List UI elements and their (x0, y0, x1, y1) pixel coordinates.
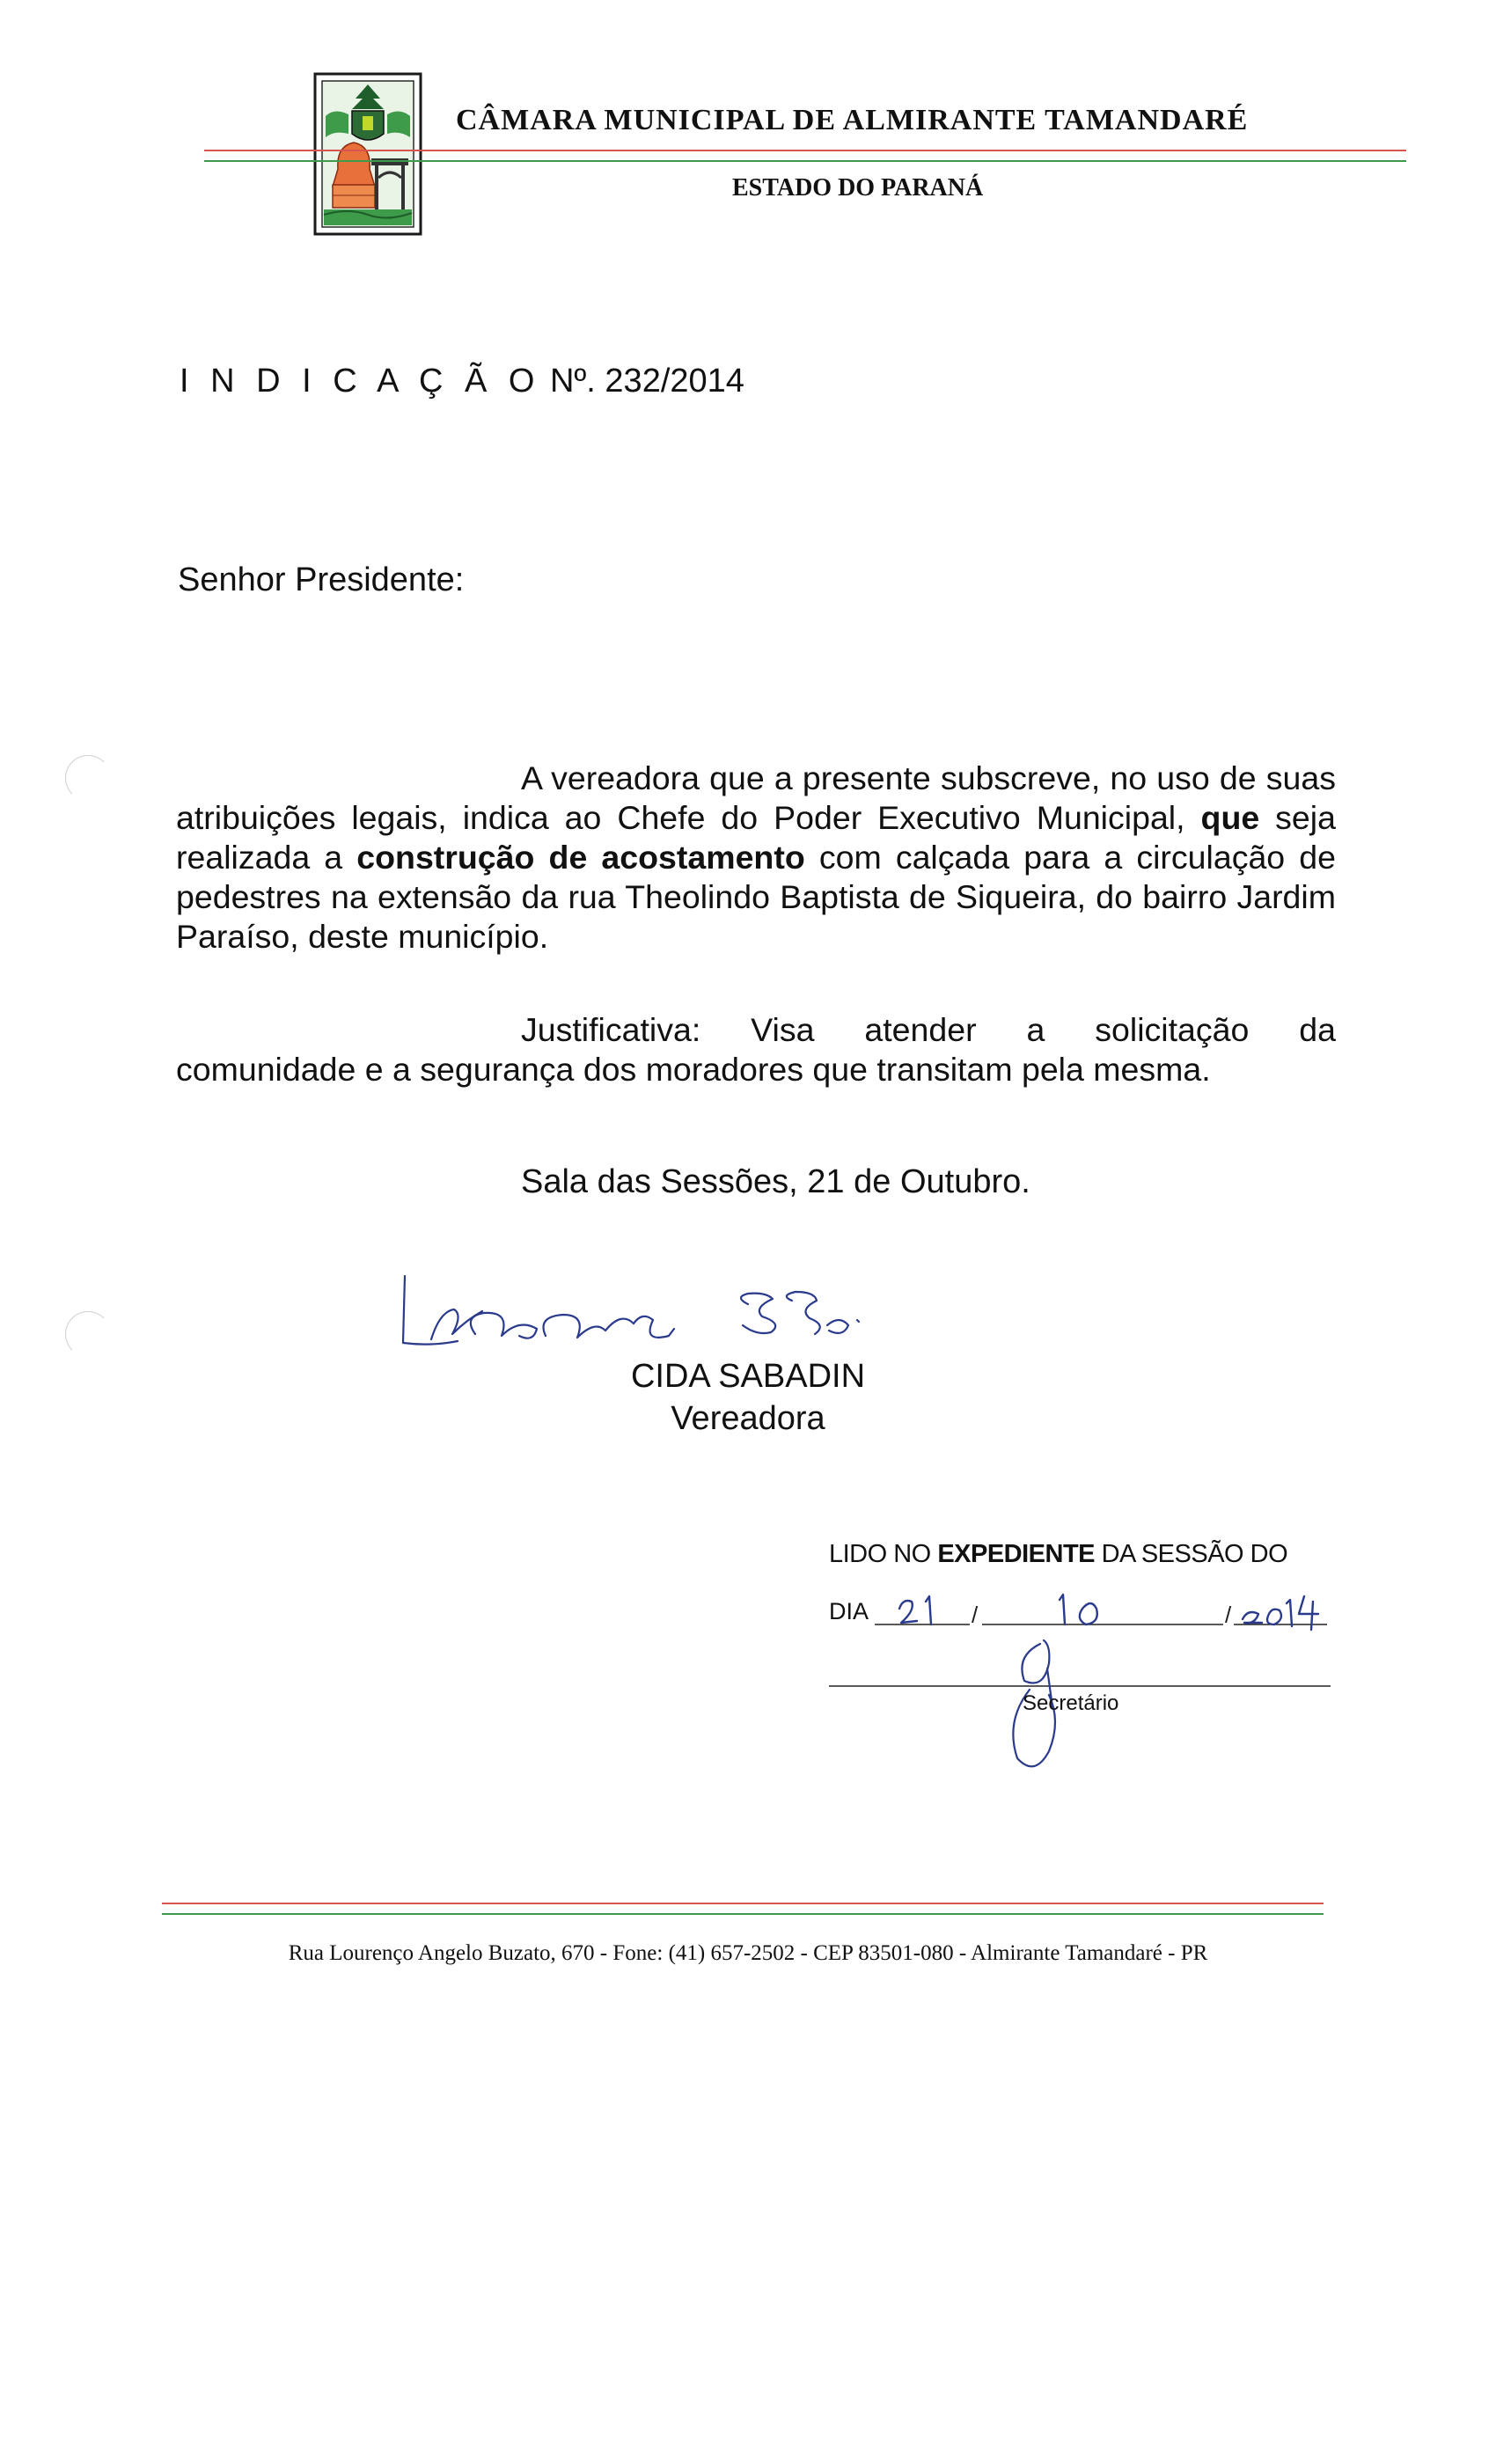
body-bold-1: que (1200, 799, 1260, 836)
stamp-title: LIDO NO EXPEDIENTE DA SESSÃO DO (829, 1540, 1288, 1568)
body-paragraph (176, 759, 1336, 957)
stamp-day-prefix: DIA (829, 1598, 869, 1624)
stamp-date-line (829, 1584, 1331, 1637)
body-text-2: seja realizada a (176, 799, 1336, 876)
footer-divider-green (162, 1913, 1324, 1915)
justification-word: atender (864, 1011, 977, 1048)
body-text-1: A vereadora que a presente subscreve, no uso de suas atribuições legais, indica ao Chefe do Poder Executivo Municipal, (176, 759, 1336, 836)
justification-line-2: comunidade e a segurança dos moradores que transitam pela mesma. (176, 1051, 1211, 1088)
document-number (180, 363, 744, 400)
justification-word: a (1026, 1011, 1045, 1048)
place-and-date: Sala das Sessões, 21 de Outubro. (521, 1163, 1030, 1200)
footer-address: Rua Lourenço Angelo Buzato, 670 - Fone: (41) 657-2502 - CEP 83501-080 - Almirante Tamandaré - PR (288, 1941, 1208, 1965)
salutation: Senhor Presidente: (178, 561, 465, 598)
document-type: I N D I C A Ç Ã O (180, 363, 541, 400)
body-text-3: com calçada para a circulação de pedestres na extensão da rua Theolindo Baptista de Siqueira, do bairro Jardim Paraíso, deste município. (176, 839, 1336, 955)
institution-name: CÂMARA MUNICIPAL DE ALMIRANTE TAMANDARÉ (456, 104, 1249, 136)
justification-word: Justificativa: (521, 1011, 701, 1048)
punch-hole-bottom (65, 1311, 111, 1357)
signer-block (616, 1355, 880, 1440)
header-divider-red (204, 150, 1406, 151)
svg-text:/: / (1225, 1602, 1232, 1628)
body-bold-2: construção de acostamento (356, 839, 805, 876)
state-name: ESTADO DO PARANÁ (732, 174, 984, 202)
signer-role: Vereadora (671, 1400, 825, 1437)
number-value: 232/2014 (605, 363, 744, 400)
svg-text:/: / (972, 1602, 979, 1628)
header-divider-green (204, 160, 1406, 162)
municipal-logo (313, 72, 422, 236)
justification-paragraph (176, 1010, 1336, 1089)
handwritten-signature (378, 1258, 924, 1355)
punch-hole-top (65, 755, 111, 801)
secretary-label: Secretário (1023, 1691, 1119, 1715)
justification-word: Visa (751, 1011, 815, 1048)
justification-word: solicitação (1095, 1011, 1250, 1048)
signer-name: CIDA SABADIN (630, 1358, 866, 1395)
footer-divider-red (162, 1903, 1324, 1904)
justification-word: da (1299, 1011, 1336, 1048)
number-prefix: Nº. (549, 363, 596, 400)
